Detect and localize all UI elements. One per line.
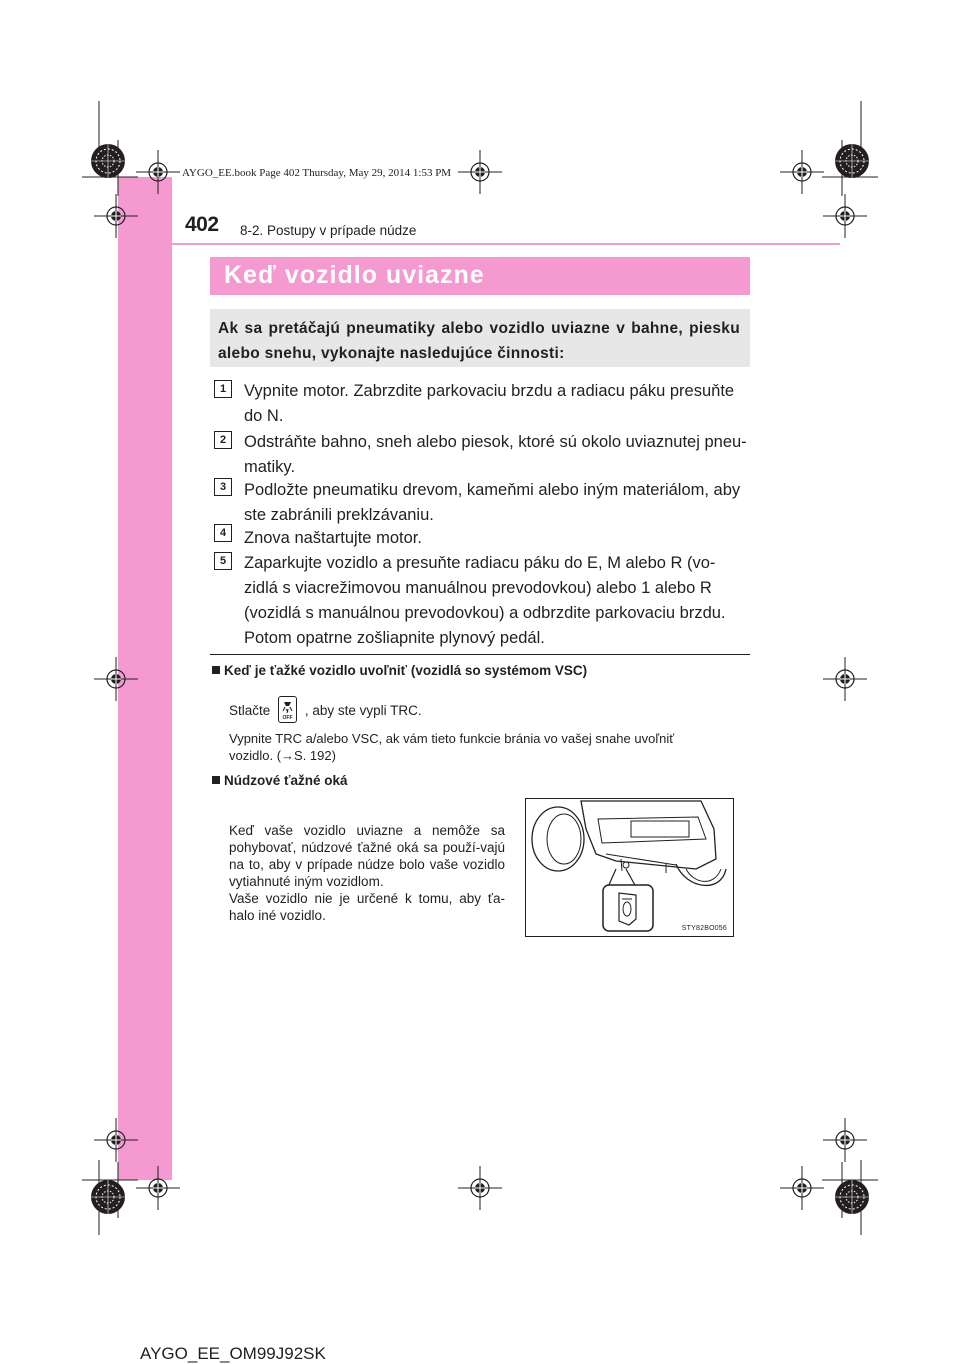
tow-eye-illustration — [525, 798, 734, 937]
step-text-4 — [244, 526, 747, 551]
step-number-4: 4 — [214, 524, 232, 542]
step-5-line-1: Zaparkujte vozidlo a presuňte radiacu páku do E, M alebo R (vo- — [244, 554, 716, 572]
figure-code: STY82BO056 — [681, 925, 727, 932]
section-path: 8-2. Postupy v prípade núdze — [240, 223, 417, 238]
header-rule — [122, 243, 840, 245]
step-2-line-2: matiky. — [244, 458, 296, 476]
step-4-line-1: Znova naštartujte motor. — [244, 529, 422, 547]
title-band — [210, 257, 750, 295]
step-5-line-3: (vozidlá s manuálnou prevodovkou) a odbrzdite parkovaciu brzdu. — [244, 604, 726, 622]
intro-text: Ak sa pretáčajú pneumatiky alebo vozidlo uviazne v bahne, piesku alebo snehu, vykonajte nasledujúce činnosti: — [218, 320, 740, 362]
note-vsc-heading-text: Keď je ťažké vozidlo uvoľniť (vozidlá so systémom VSC) — [224, 663, 588, 678]
square-bullet-icon — [212, 666, 220, 674]
print-header: AYGO_EE.book Page 402 Thursday, May 29, 2014 1:53 PM — [182, 167, 452, 179]
step-5-line-2: zidlá s viacrežimovou manuálnou prevodovkou) alebo 1 alebo R — [244, 579, 712, 597]
step-number-2: 2 — [214, 431, 232, 449]
step-number-5: 5 — [214, 552, 232, 570]
step-text-1 — [244, 379, 747, 429]
car-rear-tow-eye-drawing — [526, 799, 733, 936]
note-vsc-heading — [212, 663, 587, 678]
note-vsc-press-line — [229, 698, 422, 725]
step-1-line-1: Vypnite motor. Zabrzdite parkovaciu brzdu a radiacu páku presuňte — [244, 382, 735, 400]
step-text-3 — [244, 478, 747, 528]
note-vsc-detail — [229, 730, 674, 764]
page-title: Keď vozidlo uviazne — [224, 261, 485, 289]
press-before-text: Stlačte — [229, 703, 271, 719]
note-tow-heading-text: Núdzové ťažné oká — [224, 773, 348, 788]
step-text-5 — [244, 551, 747, 651]
step-1-line-2: do N. — [244, 407, 284, 425]
watermark: carmanualsonline.info — [644, 1331, 846, 1352]
vsc-off-button-icon — [278, 696, 297, 723]
step-3-line-2: ste zabránili preklzávaniu. — [244, 506, 434, 524]
footer-document-code: AYGO_EE_OM99J92SK — [140, 1344, 326, 1363]
intro-box — [210, 309, 750, 367]
step-text-2 — [244, 430, 747, 480]
step-number-1: 1 — [214, 380, 232, 398]
page-number: 402 — [185, 213, 219, 236]
press-after-text: , aby ste vypli TRC. — [304, 703, 422, 719]
step-5-line-4: Potom opatrne zošliapnite plynový pedál. — [244, 629, 545, 647]
step-2-line-1: Odstráňte bahno, sneh alebo piesok, ktoré sú okolo uviaznutej pneu- — [244, 433, 747, 451]
note-tow-text: Keď vaše vozidlo uviazne a nemôže sa pohybovať, núdzové ťažné oká sa použí-vajú na to, aby v prípade núdze bolo vaše vozidlo vytiahnuté iným vozidlom. Vaše vozidlo nie je určené k tomu, aby ťa-halo iné vozidlo. — [229, 823, 505, 923]
note-vsc-detail-line-2: vozidlo. (→S. 192) — [229, 748, 336, 763]
note-tow-heading — [212, 773, 348, 788]
step-number-3: 3 — [214, 478, 232, 496]
step-3-line-1: Podložte pneumatiku drevom, kameňmi alebo iným materiálom, aby — [244, 481, 741, 499]
note-vsc-detail-line-1: Vypnite TRC a/alebo VSC, ak vám tieto funkcie bránia vo vašej snahe uvoľniť — [229, 731, 675, 746]
square-bullet-icon — [212, 776, 220, 784]
vsc-off-label: OFF — [282, 715, 293, 721]
section-divider — [210, 654, 750, 655]
